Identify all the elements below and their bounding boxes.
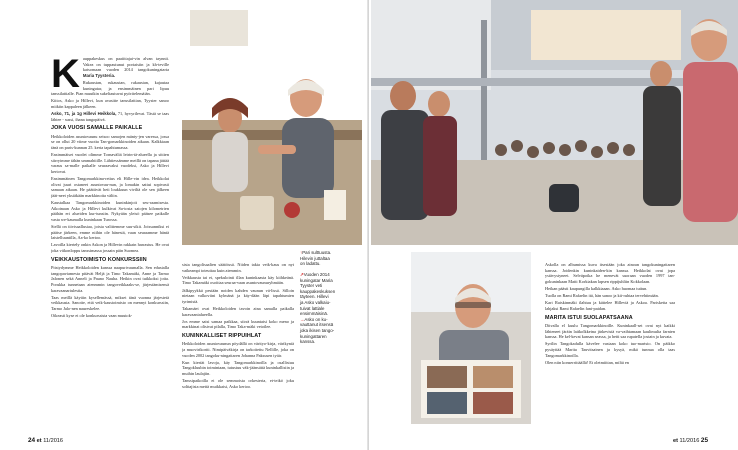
photo-couple-table xyxy=(182,0,362,245)
paragraph: Rukaustan, rukaustan, rukaustan, kajautaa kuningatar, ja ensimmäinen pari lipuu tanssilattialle. Pian muutkin sukeltautuvat pyöritelemäiän. xyxy=(51,79,169,97)
caption-line: Hilevin juttaltaa xyxy=(300,255,330,261)
caption-line: kanssa. xyxy=(300,339,316,345)
paragraph: Syrilin Tangokadulla kävelee vastaan koko tuo-martsio. On päikko pysäyttää Marita Tauvitsainen ja kysyä, mikä tunnua olla taas Tangomarkkinoilla. xyxy=(545,341,675,358)
caption-line: vauttanut itsensä xyxy=(300,322,334,328)
caption-line: joka ikisen tango- xyxy=(300,327,335,333)
arrow-icon: ↗ xyxy=(300,272,304,277)
paragraph: Veikkausta tai ei, spekulointi illan kuninkaasta käy kiihkeänä. Timo Takamäki osoittaa seuraa-vaan asuntovaunuryhmään. xyxy=(182,274,294,286)
drop-cap: K xyxy=(51,56,80,96)
paragraph: Jälkipyykkä pestään noiden kahden vaunun vä-lissä. Silloin nietaan valkoviini kylmänä ja käy-dään läpi tapahtumien tyrimistä. xyxy=(182,287,294,304)
page-number: 25 xyxy=(700,437,708,444)
intro-paragraph: auppakeskus on paaiittajai-vin alvan taynnii. Vakea on tuppautunut portaisiin ja kh-teville katsomaan vuoden 2014 tangokuningatarta Maria Tyysteria. xyxy=(82,56,169,78)
paragraph: Heikkoloiden asuntovaunu seisoo samojen mänty-jen varessa, jossa se on ollut 20 viime vuotta Tan-gomarkkinoiden aikaan. Kalkkiaan tänä on paris-kunnan 25. kerta tapahtumassa. xyxy=(51,133,169,150)
paragraph: Kiitos, Asko ja Hillevi, kun avasitte tanssilattian, Tyyster sanoo miikiin kappaleen jälkeen. xyxy=(51,98,169,109)
paragraph: Kaustalkaa Tangomarkkinoiden kuninkinjoit seu-raamisesta. Aikoinaan Asko ja Hillevi kulkivat Sa-tosta saiojen kilometrien päähän eri alueiden kur-tunsiin. Nykyään yleisö pääsee paikalle vasta we-kaumalla kuninkaan Turossa. xyxy=(51,200,169,222)
paragraph: Oikeasti kyse ei ole konkurssista vaan muutok- xyxy=(51,313,133,319)
paragraph: Kari Raiskinmäki ilahtuu ja kättelee Hilleviä ja Askoa. Parisketta saa lahjaksi Rami Rafaelin fani-paidan. xyxy=(545,300,675,311)
magazine-brand: et xyxy=(672,438,678,444)
caption-line: täyteen. Hillevi xyxy=(300,294,329,300)
paragraph: Ensimmäinen Tangomarkkina-retius eli Hille-vin idea. Heikkolat olivat juuri ostaneet asuntovau-nun, ja lomakin sattui sopivasti samaan aikaan. He päättivät heti loukkuun viviltä ole sen jälkeen jäät-neet yksiäkään markkinoita väliin. xyxy=(51,176,169,198)
section-heading: VEIKKAUSTOIMISTO KONKURSSIIN xyxy=(51,256,147,263)
paragraph: Ensimmäiset vuodet olimme Tornaväliä leirin-tä-alueella ja sittten siirryimme tähän ummahtiille. Lähtiessämme meillä on tapana jättää varaus sa-malle paikalle seuraavaksi vuodeksi, Asko ja Hillevi kertovat. xyxy=(51,152,169,174)
caption-line: Tyyster veti xyxy=(300,283,323,289)
issue-label: 11/2016 xyxy=(43,438,64,444)
caption-line: ↑Pari sulttuusta. xyxy=(300,250,332,255)
paragraph: Taas meillä käytiin kysellemässä, mikset tänä vuonna järjestetä veikkausta. Sanotte, että veik-kaustoimisto on mennyt konkurssiin, Tarmo Jalo-nen naureskelee. xyxy=(51,294,169,311)
caption-line: ja Asko valkaiu- xyxy=(300,299,331,305)
arrow-icon: ↑ xyxy=(300,250,303,255)
issue-label: 11/2016 xyxy=(679,438,700,444)
photo-caption-2 xyxy=(300,272,362,345)
paragraph: Olen niin konserrittäällä! Et oletmiittan, miltä en xyxy=(545,359,629,365)
magazine-brand: et xyxy=(36,438,42,444)
paragraph: Takamäet ovat Heikkoloiden tavoin aina samalla paikalla karavaanialueella. xyxy=(182,305,294,317)
text-column-3 xyxy=(545,262,675,430)
caption-line: kauppakeskuksen xyxy=(300,288,336,294)
section-heading: MARITA ISTUI SUOLAPATSAANA xyxy=(545,314,633,321)
caption-line: →Asko on ku- xyxy=(300,316,328,322)
caption-line: kuningatar Maria xyxy=(300,277,333,283)
page-folio-left xyxy=(28,437,63,444)
right-page xyxy=(369,0,738,450)
paragraph: Askolla on albumissa kuva itsestään joka ainoan tangokuningattaren kanssa. Joidenkin kuninkaiden-kin kanssa. Heikkolat ovat jopa ystävystyneet. Selväpoika he menevät suoraan vuoden 1997 tan-gokuninkaan Matti Korkiakan lapsen rippijuhliin Kokkolaan. xyxy=(545,262,675,284)
caption-line: kuningattaren xyxy=(300,333,327,339)
paragraph: Pitstydymme Heikkoloiden kanssa naapurivaumalla. Sen edustalla tangopaviamesta pitävät Heljä ja Timo Takamäki, Anne ja Tarmo Jalonen sekä Anneli ja Pauno Nauha. Heikin ovat tuikkoksi jotta. Porukka tunnetaan aienmmin tangoveikkaaks-se, järjestämisensä karavaanariulestia. xyxy=(51,265,169,293)
photo-caption-1 xyxy=(300,250,362,267)
paragraph: Asko, 71, ja 1g Hillevi Heikkola, 71, hyvyrilevat. Tästä se taas lähtee - sussi, ihana tangopäivä. xyxy=(51,111,169,122)
caption-line: ensimmäisinä. xyxy=(300,311,329,317)
section-heading: KUNINKALLISET RIPPUIHLAT xyxy=(182,332,262,339)
caption-line: ↗Vuoden 2014 xyxy=(300,272,330,277)
paragraph: Tuolla on Rami Rafaelin itä, hän sanoo ja kii-ruhtaa tervehtimään. xyxy=(545,293,659,299)
text-column-1 xyxy=(51,56,169,428)
paragraph: Siellä on tiivisaallusiaa, joista valittemme suu-sikit. Joissanniksi ei päätse järkeen, emme niihin ole hänestä, vaan seuraamme häntä laistelluuntilla, Aa-ko kertoo. xyxy=(51,224,169,241)
paragraph: sista tangolisaalien säätöissä. Niiden takia veik-kaus on nyt vaikeampi toteuttaa kuin aiemmin. xyxy=(182,262,294,273)
paragraph: Jos emme saisi samaa paikkaa, siirrä kuuntaisi koko meno ja markkinat olisivat pilalla, Timo Taka-mäki vetoilee. xyxy=(182,318,294,330)
section-heading: JOKA VUOSI SAMALLE PAIKALLE xyxy=(51,125,143,132)
paragraph: Heikan päästi kaupungilla kalkkiaaan. Asko huomaa tuttun. xyxy=(545,285,648,291)
paragraph: Kun kiertät lavoja, käy Tangomarkkinoilla ja osallistuu Tangokluubin toimintaan, tutustuu väk-jäänsättä kuninkallisiin ja muihin laulajiin. xyxy=(182,359,294,376)
caption-line: on ladattu. xyxy=(300,261,321,267)
paragraph: Heikkoloiden asuntovaunun pöydällä on värityo-kirja, värikyniä ja muovirikortti. Nimipäiväkirja on tarkoitettu Nellille, joka on vuoden 2002 tangoku-ningattaren Johanna Paksusen tytär. xyxy=(182,341,294,358)
paragraph: Lavoilla kierteły onkin Askon ja Hillevin rakkain harrastus. He ovat joka viikonloppu tanssimassa jossain päin Suomea. xyxy=(51,242,169,254)
photo-man-album xyxy=(411,252,531,424)
arrow-icon: → xyxy=(300,316,305,322)
paragraph: Ditvalla el kuulu Tangomarkkinoille. Kuninkaall-set ovat nyt kaikki lähteneet järäin laitkolkkeina järkevistä va-vaihtamaan kaulimulta farnien kanssa. He kel-kevat kansan seassa, ja hetti saa rupatella jostain ja kuvata. xyxy=(545,323,675,340)
page-number: 24 xyxy=(28,437,36,444)
photo-dance-crowd xyxy=(371,0,738,245)
text-column-2 xyxy=(182,262,294,430)
caption-line: tuivat lattiale xyxy=(300,305,325,311)
page-folio-right xyxy=(673,437,708,444)
paragraph: Tanssipaikoilla ei ole semmoista orkesteria, et-teikö joku solttajista mettä muikkaisi, Asko kertoo. xyxy=(182,378,294,389)
